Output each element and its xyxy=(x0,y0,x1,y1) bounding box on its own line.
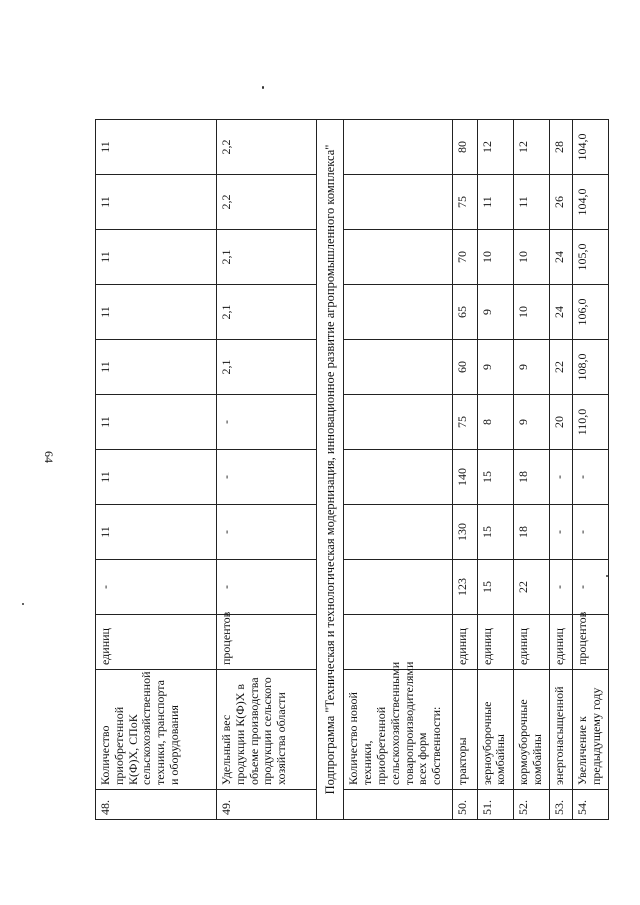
value-cell: 11 xyxy=(96,505,217,560)
row-number-cell xyxy=(344,790,452,820)
value-cell: 110,0 xyxy=(572,395,608,450)
value-cell: 9 xyxy=(477,340,513,395)
value-cell: 15 xyxy=(477,505,513,560)
row-number-cell: 50. xyxy=(452,790,477,820)
value-cell: 20 xyxy=(549,395,572,450)
value-cell: 22 xyxy=(549,340,572,395)
value-cell: 80 xyxy=(452,120,477,175)
unit-cell: единиц xyxy=(96,615,217,670)
value-cell xyxy=(344,230,452,285)
value-cell: 140 xyxy=(452,450,477,505)
scan-speck xyxy=(262,86,264,89)
indicator-name-cell: кормоуборочные комбайны xyxy=(513,670,549,790)
value-cell: 2,1 xyxy=(217,340,317,395)
value-cell xyxy=(344,395,452,450)
scan-speck xyxy=(22,603,24,605)
value-cell: 11 xyxy=(477,175,513,230)
value-cell: - xyxy=(217,505,317,560)
page-number: 64 xyxy=(42,451,56,463)
table-row xyxy=(344,120,452,820)
table-row xyxy=(572,120,608,820)
value-cell: 75 xyxy=(452,395,477,450)
value-cell xyxy=(344,450,452,505)
value-cell xyxy=(344,120,452,175)
value-cell: - xyxy=(549,450,572,505)
row-number-cell: 49. xyxy=(217,790,317,820)
value-cell: 9 xyxy=(513,340,549,395)
value-cell: 18 xyxy=(513,450,549,505)
value-cell: 24 xyxy=(549,230,572,285)
value-cell: 2,2 xyxy=(217,175,317,230)
value-cell xyxy=(344,560,452,615)
value-cell: 75 xyxy=(452,175,477,230)
subprogram-title: Подпрограмма "Техническая и технологическая модернизация, инновационное развитие агропромышленного комплекса" xyxy=(317,120,344,820)
value-cell: 11 xyxy=(96,120,217,175)
unit-cell: единиц xyxy=(513,615,549,670)
value-cell: 18 xyxy=(513,505,549,560)
value-cell: 11 xyxy=(96,450,217,505)
value-cell: 60 xyxy=(452,340,477,395)
value-cell: 11 xyxy=(96,285,217,340)
value-cell: - xyxy=(96,560,217,615)
value-cell: 106,0 xyxy=(572,285,608,340)
row-number-cell: 48. xyxy=(96,790,217,820)
value-cell: 123 xyxy=(452,560,477,615)
value-cell: 15 xyxy=(477,450,513,505)
indicator-name-cell: Количество приобретенной К(Ф)Х, СПоК сельскохозяйственной техники, транспорта и оборудования xyxy=(96,670,217,790)
value-cell: - xyxy=(572,560,608,615)
indicator-name-cell: тракторы xyxy=(452,670,477,790)
rotated-table-container xyxy=(95,120,609,820)
value-cell: 70 xyxy=(452,230,477,285)
table-row xyxy=(217,120,317,820)
value-cell: 10 xyxy=(477,230,513,285)
value-cell: 11 xyxy=(96,340,217,395)
row-number-cell: 54. xyxy=(572,790,608,820)
value-cell: 65 xyxy=(452,285,477,340)
value-cell: - xyxy=(572,505,608,560)
value-cell: - xyxy=(217,395,317,450)
indicator-name-cell: Увеличение к предыдущему году xyxy=(572,670,608,790)
value-cell: - xyxy=(549,560,572,615)
value-cell: 2,1 xyxy=(217,230,317,285)
value-cell: 11 xyxy=(96,230,217,285)
value-cell: - xyxy=(549,505,572,560)
value-cell: 12 xyxy=(513,120,549,175)
table-row xyxy=(549,120,572,820)
value-cell xyxy=(344,285,452,340)
indicator-name-cell: зерноуборочные комбайны xyxy=(477,670,513,790)
value-cell: 105,0 xyxy=(572,230,608,285)
unit-cell: единиц xyxy=(549,615,572,670)
value-cell: 26 xyxy=(549,175,572,230)
row-number-cell: 51. xyxy=(477,790,513,820)
value-cell: 2,1 xyxy=(217,285,317,340)
value-cell: 10 xyxy=(513,230,549,285)
value-cell: - xyxy=(217,450,317,505)
value-cell: 9 xyxy=(477,285,513,340)
unit-cell: процентов xyxy=(572,615,608,670)
indicator-name-cell: энергонасыщенной xyxy=(549,670,572,790)
value-cell: 130 xyxy=(452,505,477,560)
value-cell: 108,0 xyxy=(572,340,608,395)
indicator-name-cell: Удельный вес продукции К(Ф)Х в объеме производства продукции сельского хозяйства области xyxy=(217,670,317,790)
value-cell: 12 xyxy=(477,120,513,175)
unit-cell: единиц xyxy=(477,615,513,670)
unit-cell: единиц xyxy=(452,615,477,670)
row-number-cell: 53. xyxy=(549,790,572,820)
table-row xyxy=(452,120,477,820)
table-body xyxy=(96,120,609,820)
value-cell: 8 xyxy=(477,395,513,450)
indicator-name-cell: Количество новой техники, приобретенной сельскохозяйственными товаропроизводителями всех форм собственности: xyxy=(344,670,452,790)
value-cell xyxy=(344,505,452,560)
value-cell: 15 xyxy=(477,560,513,615)
row-number-cell: 52. xyxy=(513,790,549,820)
value-cell: 10 xyxy=(513,285,549,340)
indicators-table xyxy=(95,119,609,820)
value-cell: 11 xyxy=(96,395,217,450)
table-row xyxy=(96,120,217,820)
table-row xyxy=(513,120,549,820)
value-cell: 104,0 xyxy=(572,175,608,230)
value-cell: - xyxy=(217,560,317,615)
value-cell: 22 xyxy=(513,560,549,615)
value-cell: 28 xyxy=(549,120,572,175)
subprogram-row xyxy=(317,120,344,820)
unit-cell: процентов xyxy=(217,615,317,670)
value-cell: 24 xyxy=(549,285,572,340)
value-cell xyxy=(344,340,452,395)
value-cell: 104,0 xyxy=(572,120,608,175)
value-cell: 9 xyxy=(513,395,549,450)
value-cell xyxy=(344,175,452,230)
value-cell: 11 xyxy=(513,175,549,230)
table-row xyxy=(477,120,513,820)
value-cell: 11 xyxy=(96,175,217,230)
value-cell: - xyxy=(572,450,608,505)
value-cell: 2,2 xyxy=(217,120,317,175)
